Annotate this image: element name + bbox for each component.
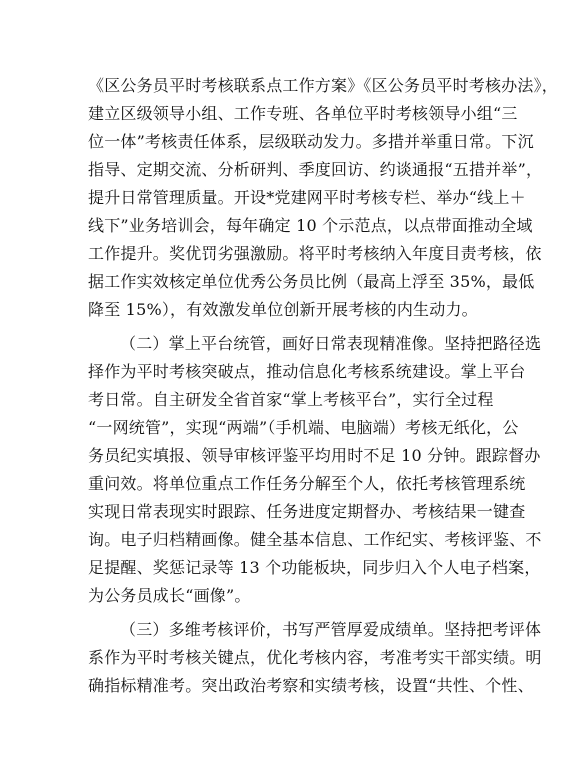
paragraph-3	[88, 616, 542, 700]
text-line: 实现日常表现实时跟踪、任务进度定期督办、考核结果一键查	[88, 502, 526, 521]
text-line: 建立区级领导小组、工作专班、各单位平时考核领导小组“三	[88, 104, 518, 123]
text-line: 系作为平时考核关键点，优化考核内容，考准考实干部实绩。明	[88, 648, 542, 667]
text-line: 降至 15%），有效激发单位创新开展考核的内生动力。	[88, 300, 478, 319]
text-line: （三）多维考核评价，书写严管厚爱成绩单。坚持把考评体	[120, 620, 542, 639]
text-line: （二）掌上平台统管，画好日常表现精准像。坚持把路径选	[120, 334, 542, 353]
text-line: 考日常。自主研发全省首家“掌上考核平台”，实行全过程	[88, 390, 494, 409]
text-line: 工作提升。奖优罚劣强激励。将平时考核纳入年度目责考核，依	[88, 244, 542, 263]
text-line: 足提醒、奖惩记录等 13 个功能板块，同步归入个人电子档案，	[88, 558, 541, 577]
text-line: 提升日常管理质量。开设*党建网平时考核专栏、举办“线上＋	[88, 188, 526, 207]
paragraph-1	[88, 72, 559, 324]
text-line: 《区公务员平时考核联系点工作方案》《区公务员平时考核办法》，	[88, 76, 559, 95]
text-line: 线下”业务培训会，每年确定 10 个示范点，以点带面推动全域	[88, 216, 533, 235]
text-line: 指导、定期交流、分析研判、季度回访、约谈通报“五措并举”，	[88, 160, 543, 179]
text-line: “一网统管”，实现“两端”（手机端、电脑端）考核无纸化，公	[88, 418, 519, 437]
text-line: 务员纪实填报、领导审核评鉴平均用时不足 10 分钟。跟踪督办	[88, 446, 541, 465]
text-line: 为公务员成长“画像”。	[88, 586, 251, 605]
paragraph-2	[88, 330, 542, 610]
text-line: 询。电子归档精画像。健全基本信息、工作纪实、考核评鉴、不	[88, 530, 542, 549]
document-body	[88, 72, 559, 700]
text-line: 据工作实效核定单位优秀公务员比例（最高上浮至 35%，最低	[88, 272, 535, 291]
text-line: 重问效。将单位重点工作任务分解至个人，依托考核管理系统	[88, 474, 526, 493]
text-line: 确指标精准考。突出政治考察和实绩考核，设置“共性、个性、	[88, 676, 534, 695]
text-line: 位一体”考核责任体系，层级联动发力。多措并举重日常。下沉	[88, 132, 534, 151]
text-line: 择作为平时考核突破点，推动信息化考核系统建设。掌上平台	[88, 362, 526, 381]
